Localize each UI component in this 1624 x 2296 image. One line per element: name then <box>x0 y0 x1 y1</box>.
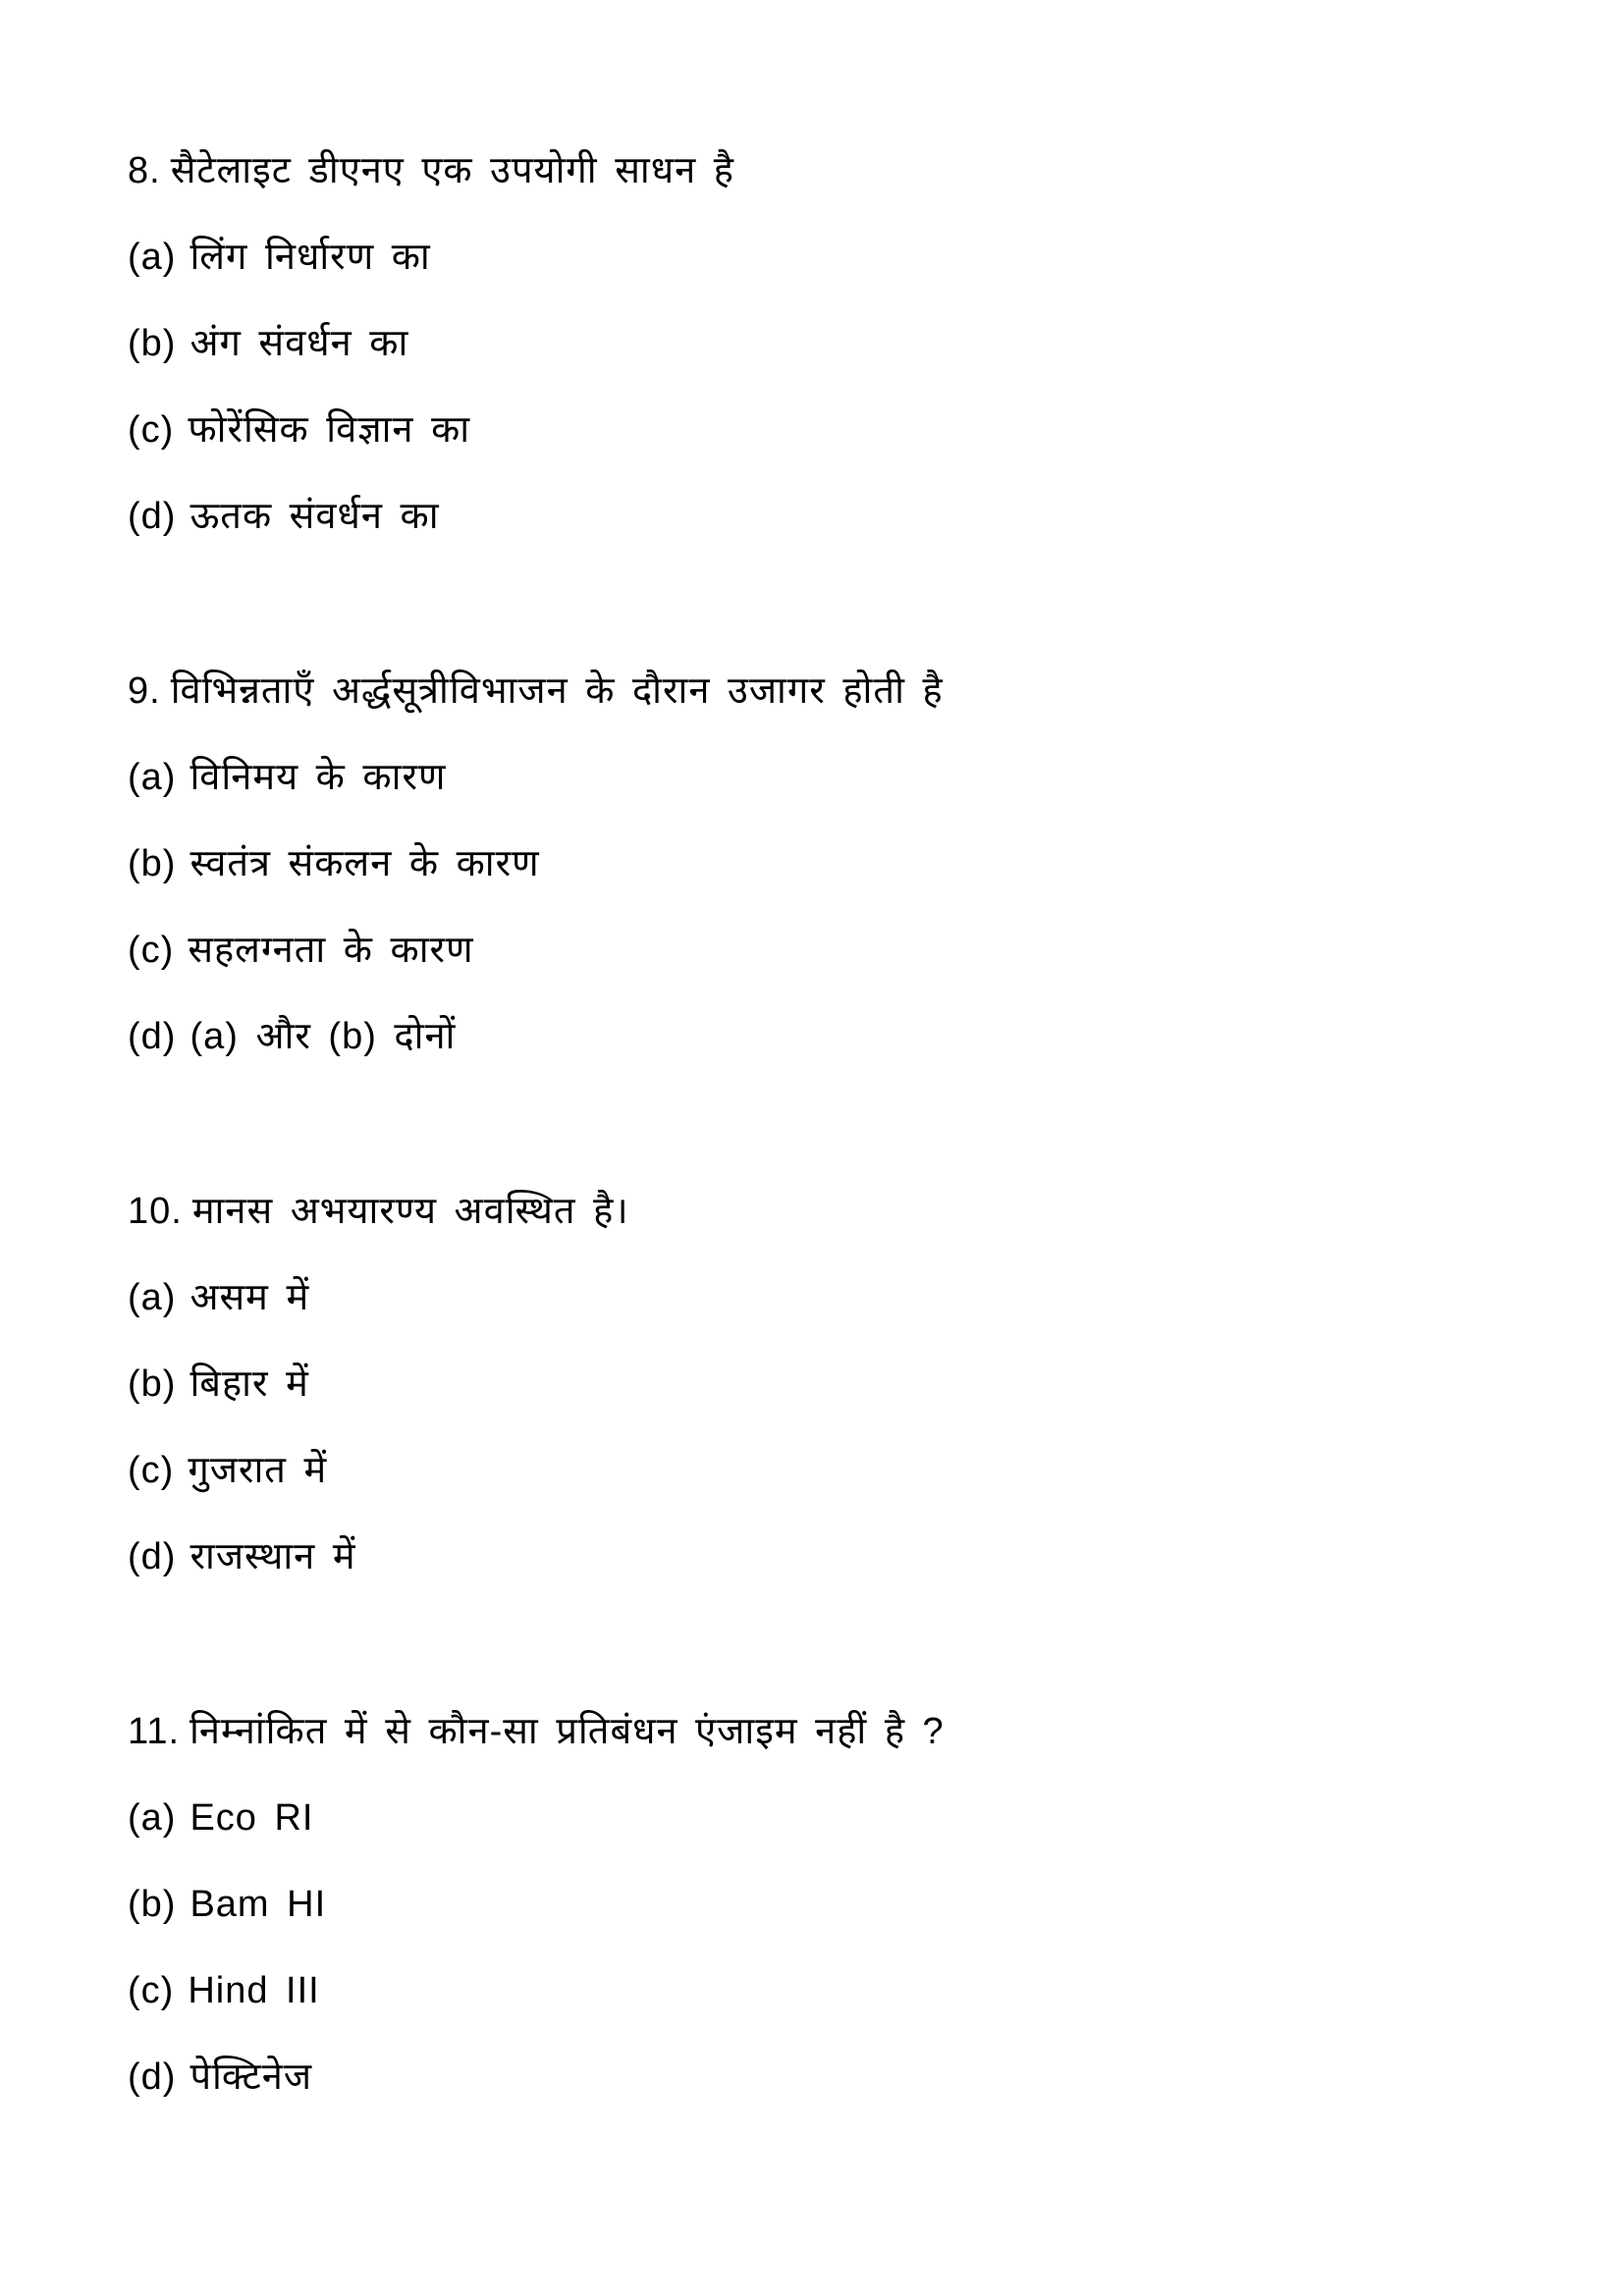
option-label: (a) <box>128 237 177 278</box>
option-text: लिंग निर्धारण का <box>189 237 431 278</box>
option-text: अंग संवर्धन का <box>189 323 409 364</box>
option-text: Bam HI <box>189 1884 327 1925</box>
option-label: (b) <box>128 843 177 884</box>
option-label: (c) <box>128 409 175 451</box>
option-d <box>128 473 734 560</box>
option-label: (a) <box>128 1277 177 1318</box>
question-number: 8. <box>128 150 161 191</box>
option-label: (a) <box>128 1797 177 1839</box>
option-c <box>128 1948 945 2034</box>
question-10 <box>128 1168 629 1600</box>
question-11 <box>128 1688 945 2120</box>
option-label: (c) <box>128 1450 175 1491</box>
option-text: फोरेंसिक विज्ञान का <box>188 409 471 451</box>
question-text: सैटेलाइट डीएनए एक उपयोगी साधन है <box>170 150 734 191</box>
option-label: (d) <box>128 496 177 537</box>
question-stem <box>128 1688 945 1775</box>
option-text: (a) और (b) दोनों <box>189 1016 457 1057</box>
question-text: निम्नांकित में से कौन-सा प्रतिबंधन एंजाइम नहीं है ? <box>189 1711 945 1752</box>
option-a <box>128 734 944 821</box>
option-label: (a) <box>128 757 177 798</box>
option-b <box>128 1861 945 1948</box>
option-d <box>128 993 944 1080</box>
option-text: Eco RI <box>189 1797 314 1839</box>
option-text: Hind III <box>188 1970 320 2011</box>
option-a <box>128 1255 629 1341</box>
question-number: 11. <box>128 1711 181 1752</box>
option-c <box>128 907 944 993</box>
option-text: सहलग्नता के कारण <box>188 930 474 971</box>
question-stem <box>128 1168 629 1255</box>
option-label: (b) <box>128 1884 177 1925</box>
option-text: ऊतक संवर्धन का <box>189 496 440 537</box>
question-number: 10. <box>128 1191 183 1232</box>
option-label: (c) <box>128 930 175 971</box>
option-b <box>128 821 944 907</box>
option-text: विनिमय के कारण <box>189 757 447 798</box>
question-stem <box>128 128 734 214</box>
option-a <box>128 214 734 300</box>
option-text: असम में <box>189 1277 310 1318</box>
question-9 <box>128 648 944 1080</box>
option-c <box>128 387 734 473</box>
option-label: (b) <box>128 323 177 364</box>
option-text: स्वतंत्र संकलन के कारण <box>189 843 540 884</box>
option-label: (c) <box>128 1970 175 2011</box>
option-b <box>128 1341 629 1427</box>
option-c <box>128 1427 629 1514</box>
question-text: मानस अभयारण्य अवस्थित है। <box>191 1191 629 1232</box>
question-text: विभिन्नताएँ अर्द्धसूत्रीविभाजन के दौरान उजागर होती है <box>170 670 944 712</box>
option-b <box>128 300 734 387</box>
option-text: पेक्टिनेज <box>189 2056 313 2098</box>
question-number: 9. <box>128 670 161 712</box>
option-text: गुजरात में <box>188 1450 328 1491</box>
option-label: (d) <box>128 2056 177 2098</box>
question-8 <box>128 128 734 560</box>
option-label: (b) <box>128 1363 177 1405</box>
option-label: (d) <box>128 1536 177 1577</box>
option-d <box>128 2034 945 2120</box>
option-text: राजस्थान में <box>189 1536 356 1577</box>
option-a <box>128 1775 945 1861</box>
option-d <box>128 1514 629 1600</box>
option-label: (d) <box>128 1016 177 1057</box>
question-stem <box>128 648 944 734</box>
option-text: बिहार में <box>189 1363 309 1405</box>
